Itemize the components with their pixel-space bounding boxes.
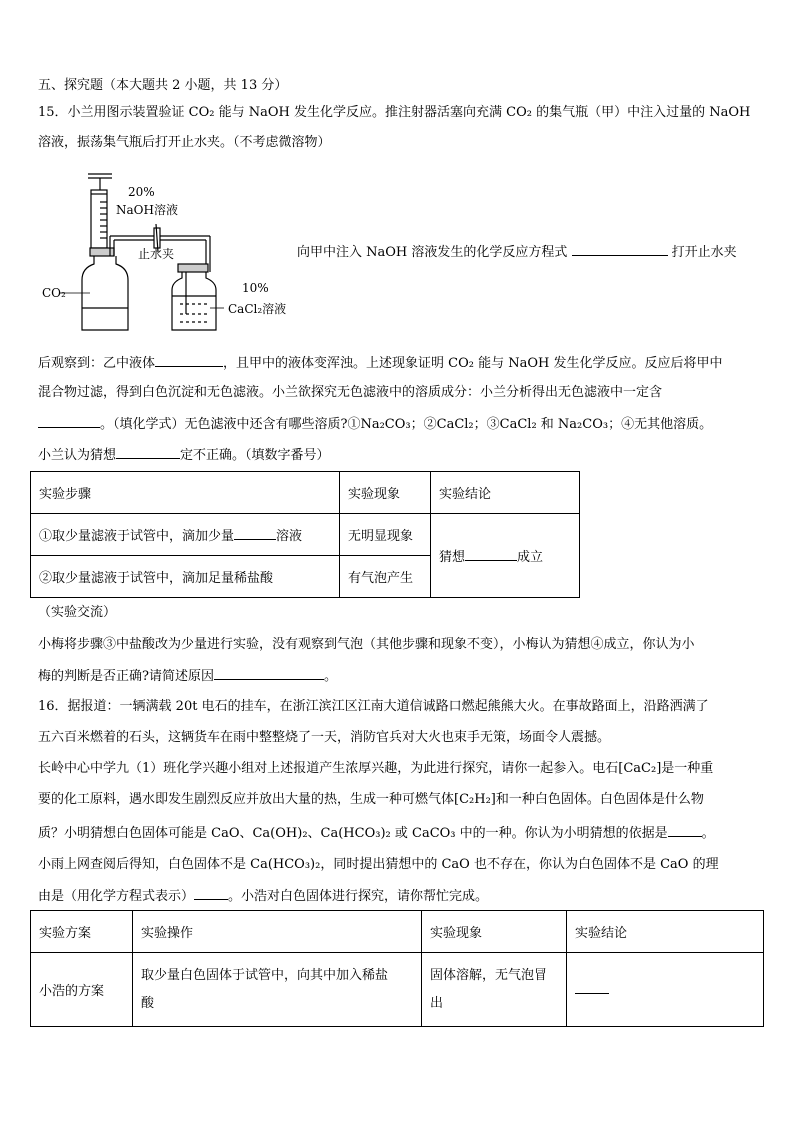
q16-line-3: 长岭中心中学九（1）班化学兴趣小组对上述报道产生浓厚兴趣，为此进行探究，请你一起参入。电石[CaC₂]是一种重 [38, 761, 714, 776]
naoh-label: NaOH溶液 [116, 203, 178, 217]
cacl2-label: CaCl₂溶液 [228, 302, 287, 316]
section-heading: 五、探究题（本大题共 2 小题，共 13 分） [38, 78, 288, 93]
q15-line-3: 后观察到：乙中液体 ，且甲中的液体变浑浊。上述现象证明 CO₂ 能与 NaOH 发生化学反应。反应后将甲中 [38, 356, 723, 371]
cacl2-percent: 10% [242, 281, 269, 295]
blank-reagent[interactable] [234, 527, 276, 540]
blank-conclusion-xiaohao[interactable] [575, 981, 609, 994]
table-cell: 无明显现象 [340, 514, 431, 556]
blank-reason[interactable] [214, 667, 324, 680]
table-cell: 猜想 成立 [431, 514, 580, 598]
q15-line-5: 。（填化学式）无色滤液中还含有哪些溶质?①Na₂CO₃；②CaCl₂；③CaCl₂ 和 Na₂CO₃；④无其他溶质。 [38, 415, 712, 434]
table-cell: ①取少量滤液于试管中，滴加少量 溶液 [31, 514, 340, 556]
table-header: 实验结论 [567, 911, 764, 953]
table-header: 实验现象 [422, 911, 567, 953]
co2-label: CO₂ [42, 286, 66, 300]
blank-conclusion[interactable] [465, 548, 517, 561]
q15-line-4: 混合物过滤，得到白色沉淀和无色滤液。小兰欲探究无色滤液中的溶质成分：小兰分析得出无色滤液中一定含 [38, 385, 663, 400]
syringe [88, 174, 112, 256]
table-cell: 取少量白色固体于试管中，向其中加入稀盐 酸 [133, 953, 422, 1027]
q16-experiment-table [30, 910, 764, 1027]
q15-line-1: 15．小兰用图示装置验证 CO₂ 能与 NaOH 发生化学反应。推注射器活塞向充满 CO₂ 的集气瓶（甲）中注入过量的 NaOH [38, 105, 751, 120]
q15-line-2: 溶液，振荡集气瓶后打开止水夹。（不考虑微溶物） [38, 135, 331, 150]
bottle-jia [82, 248, 128, 330]
q16-line-7: 由是（用化学方程式表示） 。小浩对白色固体进行探究，请你帮忙完成。 [38, 889, 489, 904]
naoh-percent: 20% [128, 185, 155, 199]
table-header: 实验现象 [340, 472, 431, 514]
q15-line-8: 梅的判断是否正确?请简述原因 。 [38, 669, 337, 684]
table-cell [567, 953, 764, 1027]
table-cell: 小浩的方案 [31, 953, 133, 1027]
blank-equation[interactable] [572, 243, 668, 256]
q16-line-5: 质？小明猜想白色固体可能是 CaO、Ca(OH)₂、Ca(HCO₃)₂ 或 CaCO₃ 中的一种。你认为小明猜想的依据是 。 [38, 826, 715, 841]
q16-line-2: 五六百米燃着的石头，这辆货车在雨中整整烧了一天，消防官兵对大火也束手无策，场面令人震撼。 [38, 730, 611, 745]
q16-line-4: 要的化工原料，遇水即发生剧烈反应并放出大量的热，生成一种可燃气体[C₂H₂]和一种白色固体。白色固体是什么物 [38, 792, 704, 807]
table-cell: ②取少量滤液于试管中，滴加足量稀盐酸 [31, 556, 340, 598]
q16-line-1: 16．据报道：一辆满载 20t 电石的挂车，在浙江滨江区江南大道信诚路口燃起熊熊大火。在事故路面上，沿路洒满了 [38, 699, 709, 714]
q15-line-7: 小梅将步骤③中盐酸改为少量进行实验，没有观察到气泡（其他步骤和现象不变），小梅认为猜想④成立，你认为小 [38, 637, 695, 652]
table-header: 实验结论 [431, 472, 580, 514]
table-header: 实验方案 [31, 911, 133, 953]
q15-experiment-table [30, 471, 580, 598]
table-header: 实验操作 [133, 911, 422, 953]
table-header: 实验步骤 [31, 472, 340, 514]
apparatus-figure [38, 168, 298, 340]
q16-line-6: 小雨上网查阅后得知，白色固体不是 Ca(HCO₃)₂，同时提出猜想中的 CaO 也不存在，你认为白色固体不是 CaO 的理 [38, 857, 719, 872]
blank-equation-cao[interactable] [194, 887, 228, 900]
q15-side-text: 向甲中注入 NaOH 溶液发生的化学反应方程式 打开止水夹 [297, 245, 737, 260]
blank-observation[interactable] [155, 354, 223, 367]
table-cell: 有气泡产生 [340, 556, 431, 598]
bottle-yi [172, 264, 216, 330]
q15-exchange-heading: （实验交流） [38, 605, 117, 620]
table-cell: 固体溶解，无气泡冒 出 [422, 953, 567, 1027]
clamp-label: 止水夹 [138, 247, 175, 261]
blank-solute[interactable] [38, 415, 100, 428]
blank-basis[interactable] [668, 824, 702, 837]
blank-guess[interactable] [116, 446, 180, 459]
q15-line-6: 小兰认为猜想 定不正确。（填数字番号） [38, 448, 330, 463]
